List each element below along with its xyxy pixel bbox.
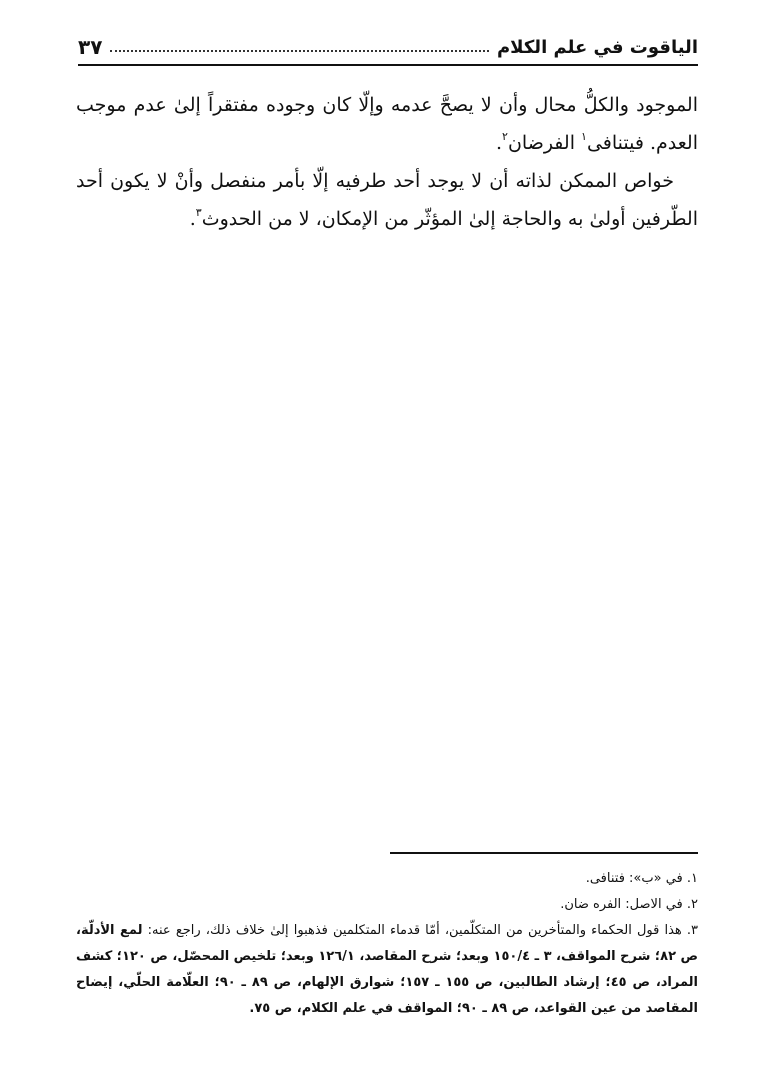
footnote-3	[76, 918, 698, 1022]
footnotes	[76, 866, 698, 1022]
paragraph-1	[76, 86, 698, 162]
footnote-3-references: لمع الأدلّة، ص ٨٢؛ شرح المواقف، ٣ ـ ١٥٠/٤ وبعد؛ شرح المقاصد، ١٢٦/١ وبعد؛ تلخيص المحصّل، ص ١٢٠؛ كشف المراد، ص ٤٥؛ إرشاد الطالبين، ص ١٥٥ ـ ١٥٧؛ شوارق الإلهام، ص ٨٩ ـ ٩٠؛ العلّامة الحلّي، إيضاح المقاصد من عين القواعد، ص ٨٩ ـ ٩٠؛ المواقف في علم الكلام، ص ٧٥.	[76, 923, 699, 1016]
footnote-1: ١. في «ب»: فتنافى.	[585, 871, 698, 886]
running-title: الياقوت في علم الكلام	[496, 36, 698, 58]
footnote-marker-1: ١	[581, 130, 587, 143]
footnote-marker-2: ٢	[502, 130, 508, 143]
paragraph-1-end: .	[495, 132, 503, 154]
paragraph-1-text: الموجود والكلُّ محال وأن لا يصحَّ عدمه وإلّا كان وجوده مفتقراً إلىٰ عدم موجب العدم. فيتنافى	[76, 94, 698, 154]
running-header	[78, 30, 698, 66]
main-text	[76, 86, 698, 238]
paragraph-2	[76, 162, 698, 238]
page-number: ٣٧	[78, 35, 103, 59]
footnote-separator	[390, 852, 698, 854]
paragraph-1-tail: الفرضان	[507, 132, 582, 154]
footnote-2: ٢. في الاصل: الفره ضان.	[560, 897, 698, 912]
footnote-marker-3: ٣	[195, 206, 202, 219]
paragraph-2-end: .	[189, 208, 196, 230]
leader-dots	[110, 50, 489, 52]
footnote-3-intro: ٣. هذا قول الحكماء والمتأخرين من المتكلّمين، أمّا قدماء المتكلمين فذهبوا إلىٰ خلاف ذلك، راجع عنه:	[147, 923, 698, 938]
paragraph-2-text: خواص الممكن لذاته أن لا يوجد أحد طرفيه إلّا بأمر منفصل وأنْ لا يكون أحد الطّرفين أولىٰ به والحاجة إلىٰ المؤثّر من الإمكان، لا من الحدوث	[76, 170, 698, 230]
